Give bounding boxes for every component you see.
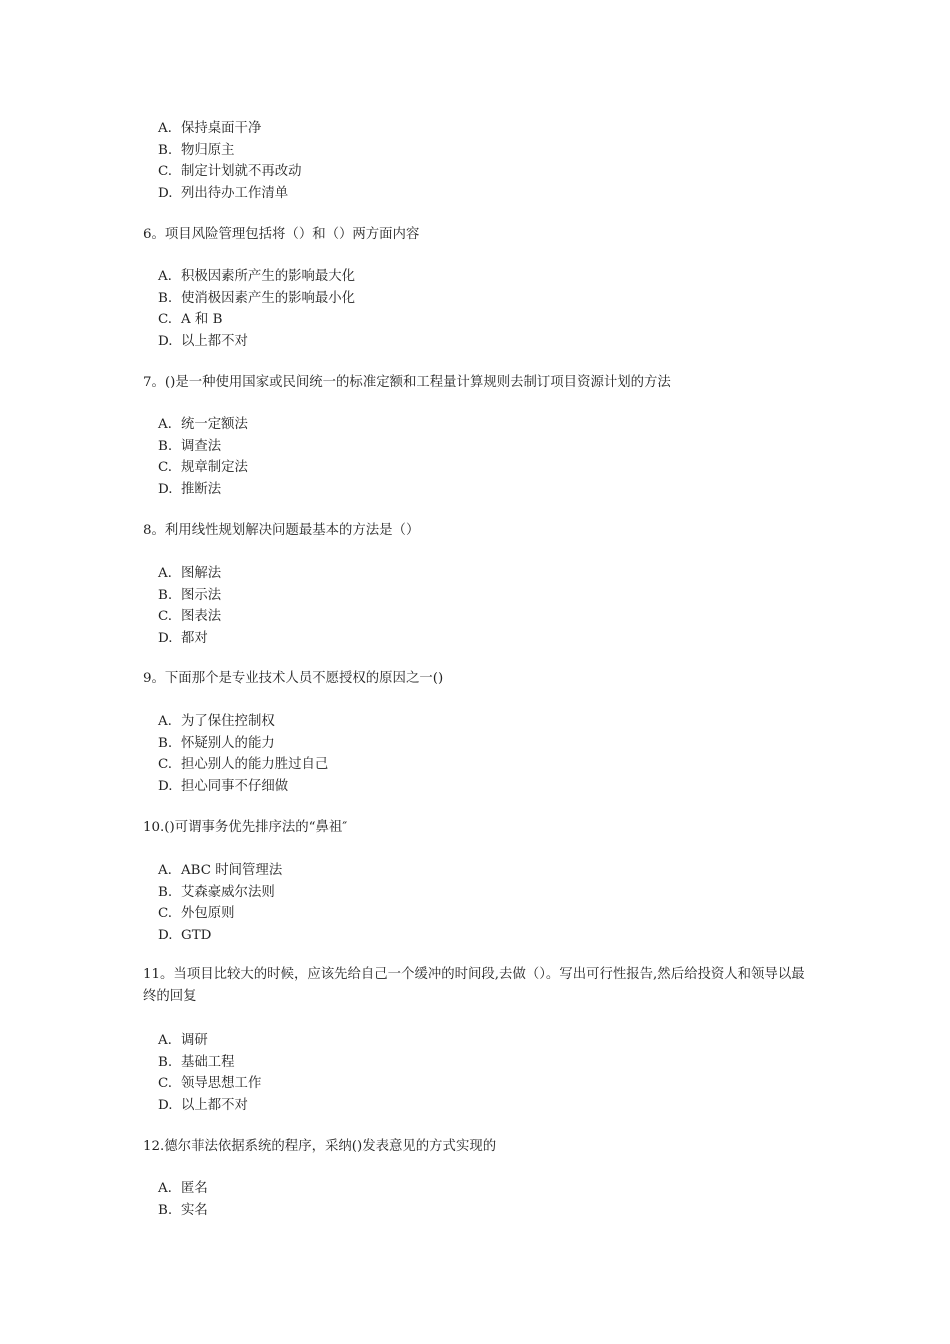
option-letter: A. xyxy=(158,269,172,284)
option-text: 保持桌面干净 xyxy=(181,121,262,136)
option-letter: B. xyxy=(158,735,173,751)
option-item xyxy=(0,606,950,628)
option-text: ABC 时间管理法 xyxy=(181,863,283,878)
option-letter: C. xyxy=(158,312,173,327)
option-item xyxy=(0,1073,950,1095)
option-text: 使消极因素产生的影响最小化 xyxy=(181,290,356,306)
option-list xyxy=(0,1030,950,1116)
question-text: 10.()可谓事务优先排序法的“鼻祖″ xyxy=(143,820,348,835)
option-text: 基础工程 xyxy=(181,1054,235,1070)
option-letter: A. xyxy=(158,863,172,878)
option-letter: B. xyxy=(158,884,173,900)
option-text: 规章制定法 xyxy=(181,460,248,475)
option-letter: D. xyxy=(158,778,173,794)
option-letter: A. xyxy=(158,121,172,136)
option-text: 积极因素所产生的影响最大化 xyxy=(181,269,356,284)
option-item xyxy=(0,414,950,436)
option-item xyxy=(0,860,950,882)
option-list xyxy=(0,118,950,204)
option-text: 图示法 xyxy=(181,587,222,603)
option-letter: C. xyxy=(158,757,173,772)
option-letter: C. xyxy=(158,609,173,624)
option-text: 担心别人的能力胜过自己 xyxy=(181,757,329,772)
option-text: 以上都不对 xyxy=(181,333,248,349)
option-item xyxy=(0,776,950,798)
option-item xyxy=(0,925,950,947)
option-item xyxy=(0,1178,950,1200)
option-item xyxy=(0,1030,950,1052)
option-letter: C. xyxy=(158,164,173,179)
option-letter: A. xyxy=(158,566,172,581)
option-letter: D. xyxy=(158,481,173,497)
option-text: 实名 xyxy=(181,1202,208,1218)
option-letter: C. xyxy=(158,1076,173,1091)
option-letter: B. xyxy=(158,587,173,603)
option-text: 统一定额法 xyxy=(181,417,248,432)
option-text: 调研 xyxy=(181,1033,208,1048)
option-letter: A. xyxy=(158,1033,172,1048)
option-letter: D. xyxy=(158,630,173,646)
option-item xyxy=(0,161,950,183)
option-item xyxy=(0,1052,950,1074)
option-letter: B. xyxy=(158,1202,173,1218)
option-list xyxy=(0,711,950,797)
option-text: 为了保住控制权 xyxy=(181,714,275,729)
option-item xyxy=(0,903,950,925)
option-text: 都对 xyxy=(181,630,208,646)
option-item xyxy=(0,479,950,501)
option-item xyxy=(0,457,950,479)
option-text: 制定计划就不再改动 xyxy=(181,164,302,179)
option-text: A 和 B xyxy=(181,312,223,327)
option-text: 艾森豪威尔法则 xyxy=(181,884,275,900)
option-item xyxy=(0,628,950,650)
option-letter: D. xyxy=(158,333,173,349)
option-letter: D. xyxy=(158,927,173,943)
option-text: 调查法 xyxy=(181,438,222,454)
option-letter: B. xyxy=(158,290,173,306)
option-text: 外包原则 xyxy=(181,906,235,921)
question-text: 7。()是一种使用国家或民间统一的标准定额和工程量计算规则去制订项目资源计划的方法 xyxy=(143,375,671,390)
option-text: 匿名 xyxy=(181,1181,208,1196)
question-text: 11。当项目比较大的时候，应该先给自己一个缓冲的时间段,去做（）。写出可行性报告,然后给投资人和领导以最终的回复 xyxy=(143,967,805,1004)
option-text: 列出待办工作清单 xyxy=(181,185,289,201)
option-text: GTD xyxy=(181,927,212,943)
option-list xyxy=(0,266,950,352)
option-item xyxy=(0,563,950,585)
option-item xyxy=(0,1200,950,1222)
option-letter: A. xyxy=(158,417,172,432)
option-text: 怀疑别人的能力 xyxy=(181,735,275,751)
option-item xyxy=(0,288,950,310)
option-text: 以上都不对 xyxy=(181,1097,248,1113)
option-letter: C. xyxy=(158,906,173,921)
option-letter: A. xyxy=(158,1181,172,1196)
option-letter: B. xyxy=(158,142,173,158)
option-item xyxy=(0,140,950,162)
question-text: 6。项目风险管理包括将（）和（）两方面内容 xyxy=(143,227,420,242)
option-item xyxy=(0,436,950,458)
option-text: 推断法 xyxy=(181,481,222,497)
option-item xyxy=(0,882,950,904)
option-item xyxy=(0,1095,950,1117)
option-item xyxy=(0,711,950,733)
option-item xyxy=(0,118,950,140)
option-letter: A. xyxy=(158,714,172,729)
option-item xyxy=(0,754,950,776)
option-letter: B. xyxy=(158,1054,173,1070)
option-text: 图解法 xyxy=(181,566,222,581)
option-item xyxy=(0,733,950,755)
option-list xyxy=(0,860,950,946)
option-letter: B. xyxy=(158,438,173,454)
option-item xyxy=(0,331,950,353)
option-letter: C. xyxy=(158,460,173,475)
option-list xyxy=(0,1178,950,1221)
option-item xyxy=(0,266,950,288)
option-text: 物归原主 xyxy=(181,142,235,158)
option-text: 领导思想工作 xyxy=(181,1076,262,1091)
option-letter: D. xyxy=(158,185,173,201)
option-text: 图表法 xyxy=(181,609,222,624)
option-item xyxy=(0,585,950,607)
option-list xyxy=(0,563,950,649)
option-item xyxy=(0,183,950,205)
option-item xyxy=(0,309,950,331)
option-text: 担心同事不仔细做 xyxy=(181,778,289,794)
option-letter: D. xyxy=(158,1097,173,1113)
option-list xyxy=(0,414,950,500)
question-text: 9。下面那个是专业技术人员不愿授权的原因之一() xyxy=(143,671,444,686)
question-text: 8。利用线性规划解决问题最基本的方法是（） xyxy=(143,523,420,538)
question-text: 12.德尔菲法依据系统的程序，采纳()发表意见的方式实现的 xyxy=(143,1139,497,1154)
